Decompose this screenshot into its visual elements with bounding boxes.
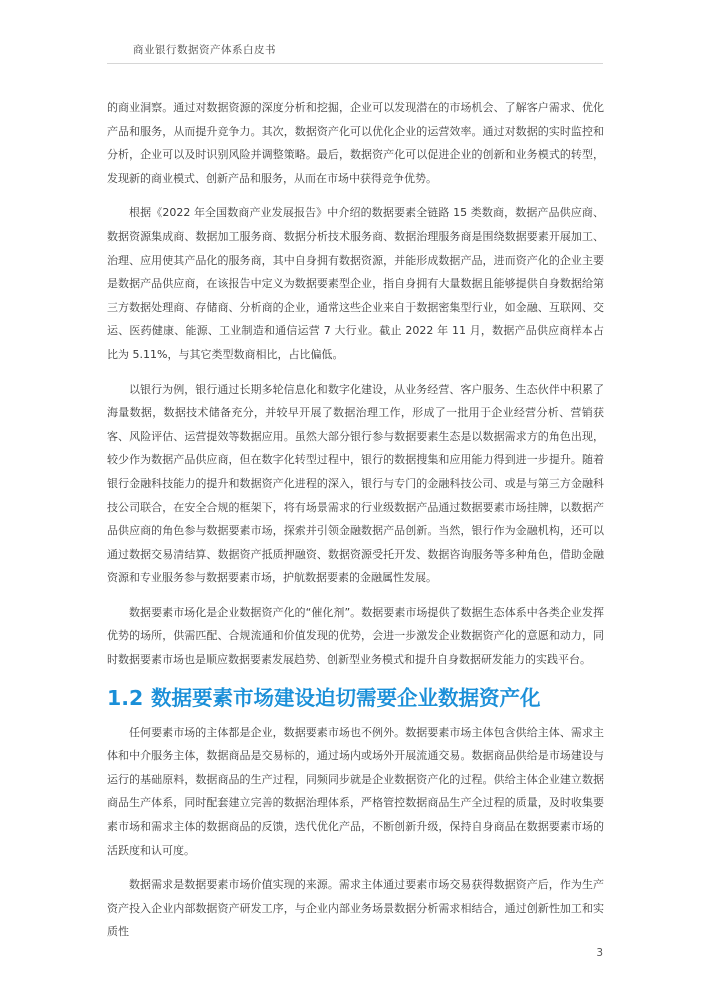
paragraph: 以银行为例，银行通过长期多轮信息化和数字化建设，从业务经营、客户服务、生态伙伴中积累了海量数据，数据技术储备充分，并较早开展了数据治理工作，形成了一批用于企业经营分析、营销获客、风险评估、运营提效等数据应用。虽然大部分银行参与数据要素生态是以数据需求方的角色出现，较少作为数据产品供应商，但在数字化转型过程中，银行的数据搜集和应用能力得到进一步提升。随着银行金融科技能力的提升和数据资产化进程的深入，银行与专门的金融科技公司、或是与第三方金融科技公司联合，在安全合规的框架下，将有场景需求的行业级数据产品通过数据要素市场挂牌，以数据产品供应商的角色参与数据要素市场，探索并引领金融数据产品创新。当然，银行作为金融机构，还可以通过数据交易清结算、数据资产抵质押融资、数据资源受托开发、数据咨询服务等多种角色，借助金融资源和专业服务参与数据要素市场，护航数据要素的金融属性发展。	[107, 382, 604, 585]
header-divider	[107, 63, 603, 64]
paragraph: 的商业洞察。通过对数据资源的深度分析和挖掘，企业可以发现潜在的市场机会、了解客户需求、优化产品和服务，从而提升竞争力。其次，数据资产化可以优化企业的运营效率。通过对数据的实时监控和分析，企业可以及时识别风险并调整策略。最后，数据资产化可以促进企业的创新和业务模式的转型，发现新的商业模式、创新产品和服务，从而在市场中获得竞争优势。	[107, 101, 604, 185]
page-number: 3	[596, 947, 603, 959]
paragraph: 数据要素市场化是企业数据资产化的“催化剂”。数据要素市场提供了数据生态体系中各类企业发挥优势的场所，供需匹配、合规流通和价值发现的优势，会进一步激发企业数据资产化的意愿和动力，同时数据要素市场也是顺应数据要素发展趋势、创新型业务模式和提升自身数据研发能力的实践平台。	[107, 605, 604, 667]
paragraph: 任何要素市场的主体都是企业，数据要素市场也不例外。数据要素市场主体包含供给主体、需求主体和中介服务主体，数据商品是交易标的，通过场内或场外开展流通交易。数据商品供给是市场建设与运行的基础原料，数据商品的生产过程，同频同步就是企业数据资产化的过程。供给主体企业建立数据商品生产体系，同时配套建立完善的数据治理体系，严格管控数据商品生产全过程的质量，及时收集要素市场和需求主体的数据商品的反馈，迭代优化产品，不断创新升级，保持自身商品在数据要素市场的活跃度和认可度。	[107, 725, 604, 857]
section-heading	[107, 683, 604, 713]
running-header: 商业银行数据资产体系白皮书	[133, 44, 276, 56]
section-title: 数据要素市场建设迫切需要企业数据资产化	[151, 685, 541, 710]
body-text	[107, 96, 604, 955]
paragraph: 根据《2022 年全国数商产业发展报告》中介绍的数据要素全链路 15 类数商，数据产品供应商、数据资源集成商、数据加工服务商、数据分析技术服务商、数据治理服务商是围绕数据要素开展加工、治理、应用使其产品化的服务商，其中自身拥有数据资源，并能形成数据产品，进而资产化的企业主要是数据产品供应商，在该报告中定义为数据要素型企业，指自身拥有大量数据且能够提供自身数据给第三方数据处理商、存储商、分析商的企业，通常这些企业来自于数据密集型行业，如金融、互联网、交运、医药健康、能源、工业制造和通信运营 7 大行业。截止 2022 年 11 月，数据产品供应商样本占比为 5.11%，与其它类型数商相比，占比偏低。	[107, 206, 604, 361]
section-number: 1.2	[107, 685, 144, 710]
paragraph: 数据需求是数据要素市场价值实现的来源。需求主体通过要素市场交易获得数据资产后，作为生产资产投入企业内部数据资产研发工序，与企业内部业务场景数据分析需求相结合，通过创新性加工和实质性	[107, 878, 604, 939]
